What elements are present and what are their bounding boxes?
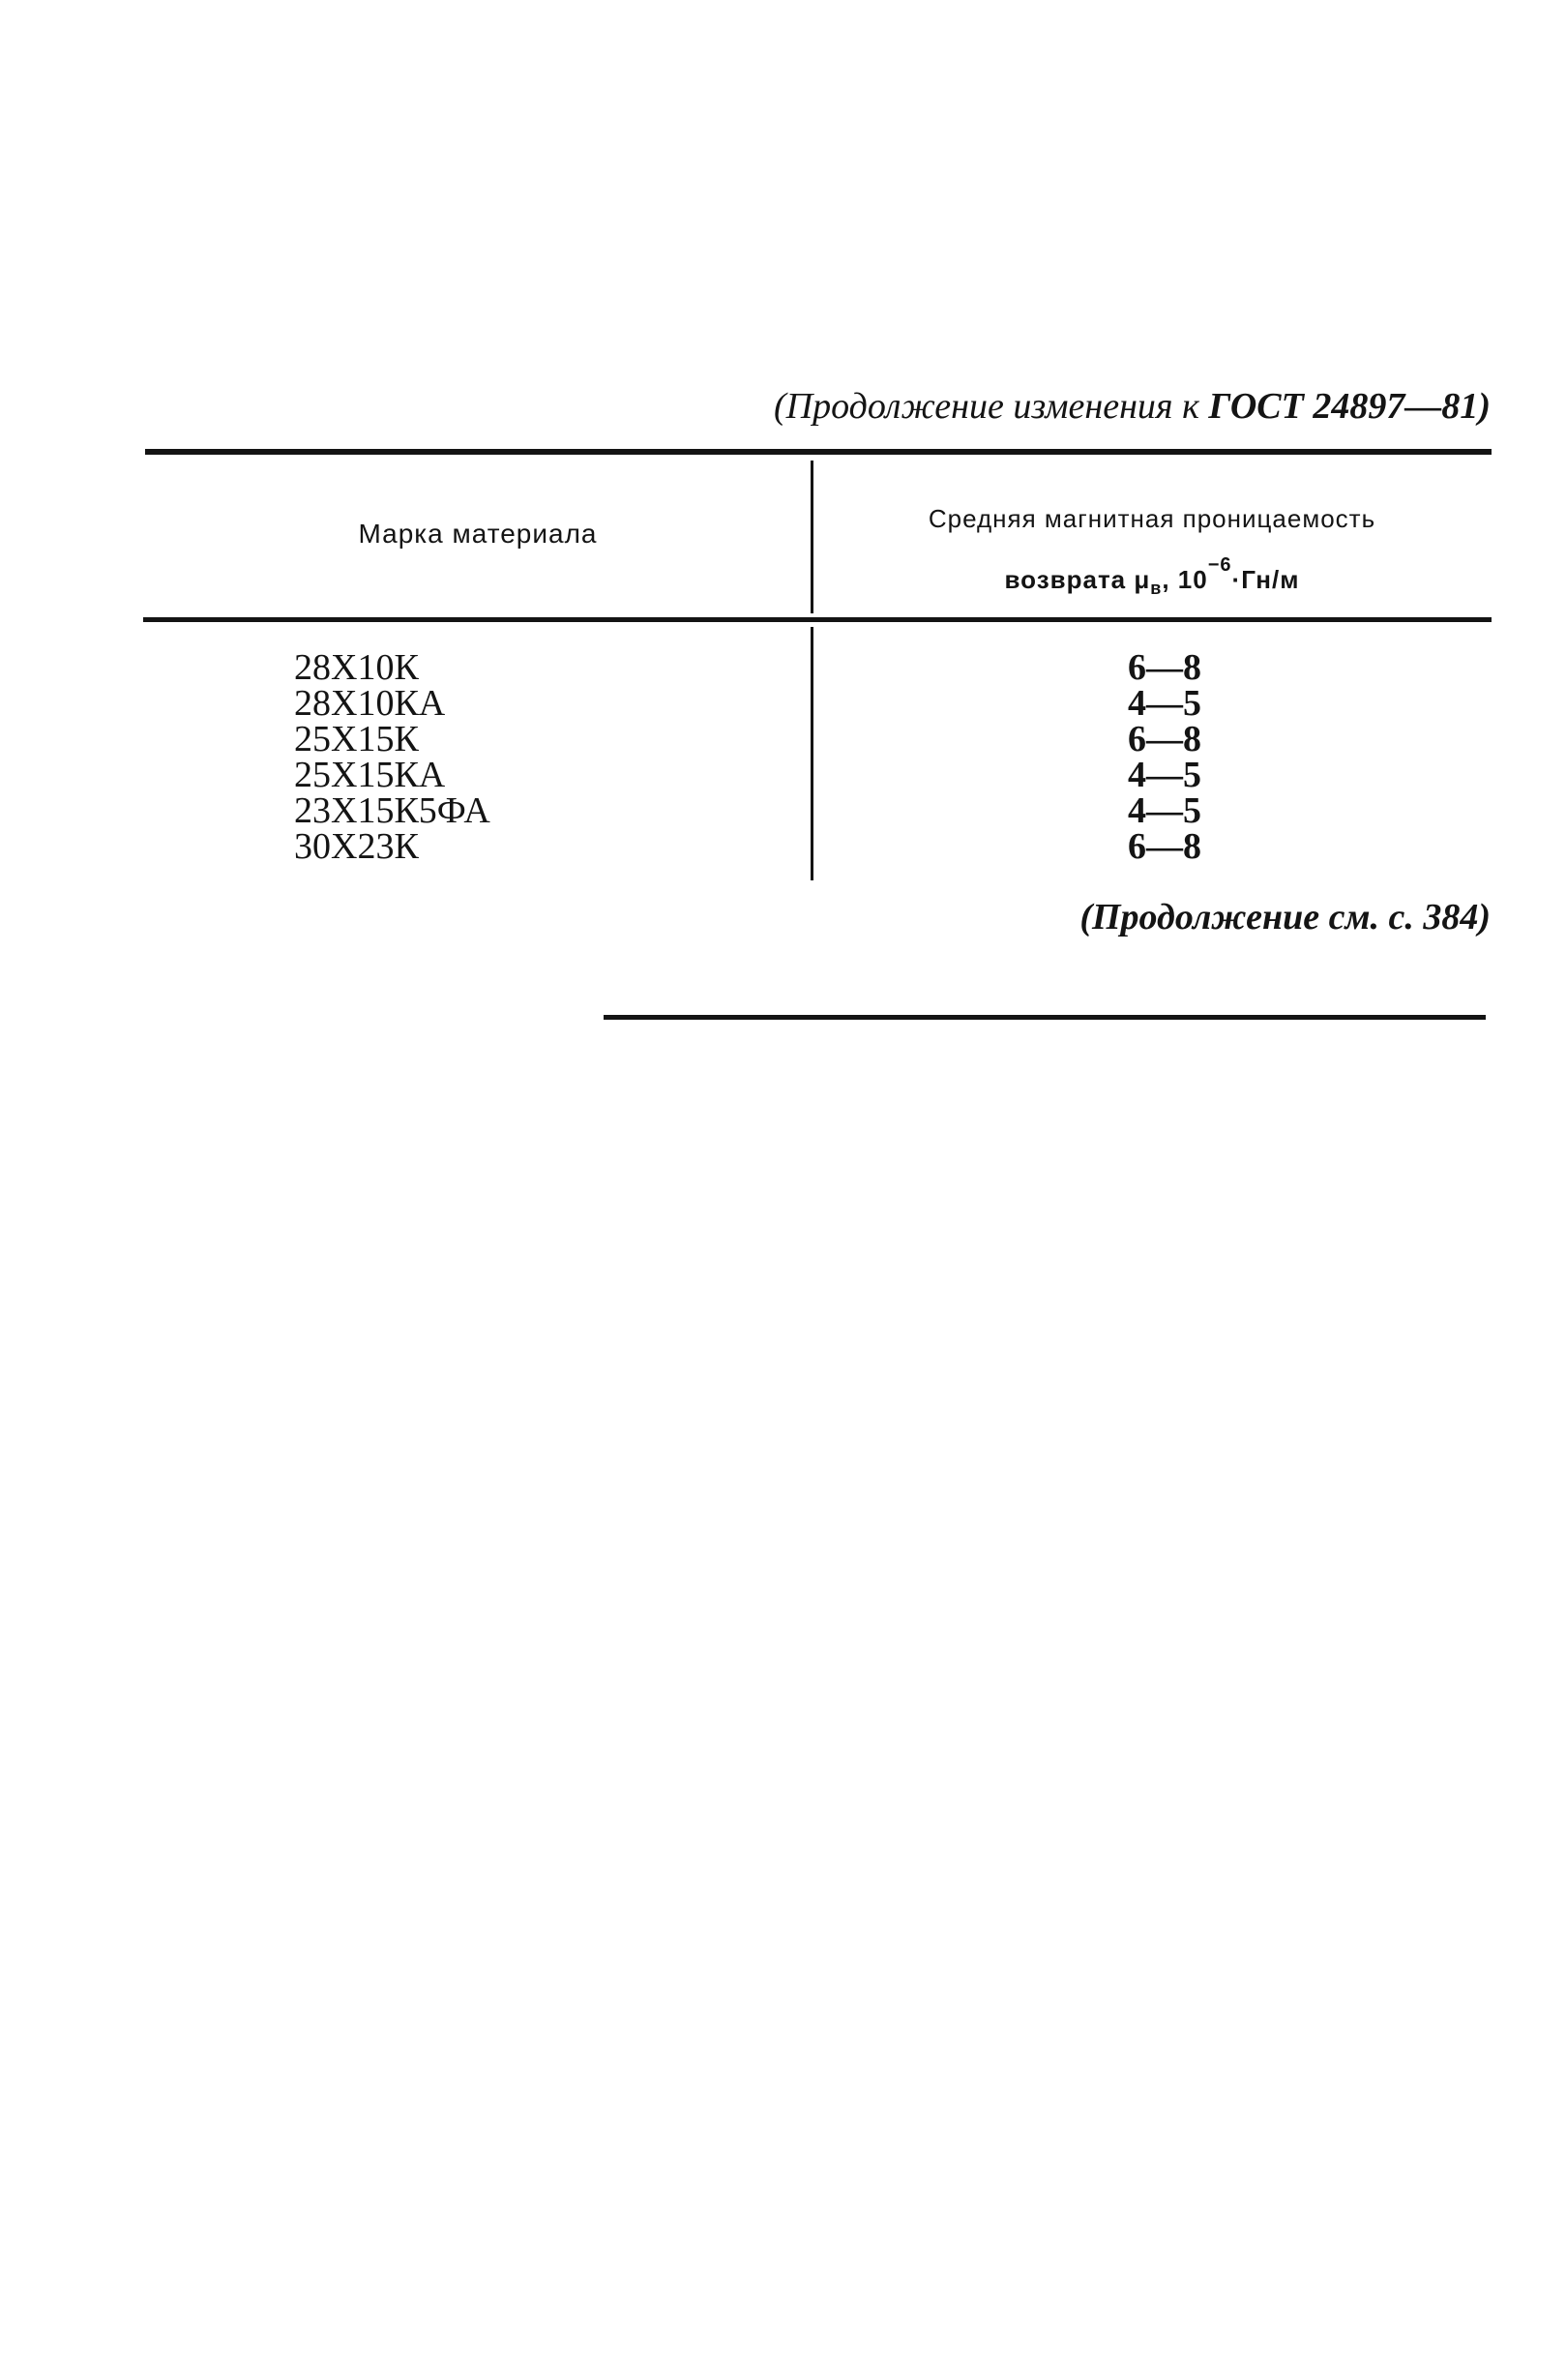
continuation-footer: (Продолжение см. с. 384) — [1079, 897, 1491, 937]
table-top-rule — [145, 449, 1492, 455]
permeability-header-line2 — [813, 542, 1491, 611]
table-row-grade: 30Х23К — [294, 826, 419, 867]
table-row-value: 4—5 — [1128, 683, 1201, 724]
permeability-header-line1: Средняя магнитная проницаемость — [928, 504, 1376, 533]
permeability-symbol: возврата μ — [1004, 565, 1151, 594]
table-row-grade: 28Х10К — [294, 647, 419, 688]
column-header-material: Марка материала — [358, 519, 598, 549]
table-row-grade: 23Х15К5ФА — [294, 790, 490, 831]
permeability-scale: , 10 — [1162, 565, 1208, 594]
table-row-grade: 28Х10КА — [294, 683, 446, 724]
table-row-value: 4—5 — [1128, 790, 1201, 831]
table-row-value: 4—5 — [1128, 755, 1201, 795]
material-grade-column — [294, 647, 490, 867]
table-row-grade: 25Х15К — [294, 719, 419, 759]
table-row-value: 6—8 — [1128, 647, 1201, 688]
table-row-grade: 25Х15КА — [294, 755, 446, 795]
table-row-value: 6—8 — [1128, 826, 1201, 867]
continuation-header — [774, 385, 1491, 428]
table-row-value: 6—8 — [1128, 719, 1201, 759]
permeability-subscript: в — [1150, 579, 1163, 598]
permeability-exponent: −6 — [1207, 554, 1232, 576]
continuation-header-prefix: (Продолжение изменения к — [774, 386, 1209, 427]
permeability-value-column — [1068, 647, 1261, 867]
table-header-rule — [143, 617, 1492, 622]
body-column-divider — [811, 627, 813, 880]
permeability-unit: ·Гн/м — [1231, 565, 1300, 594]
section-end-rule — [604, 1015, 1486, 1020]
column-header-permeability — [813, 495, 1491, 611]
standard-reference: ГОСТ 24897—81) — [1208, 386, 1491, 427]
